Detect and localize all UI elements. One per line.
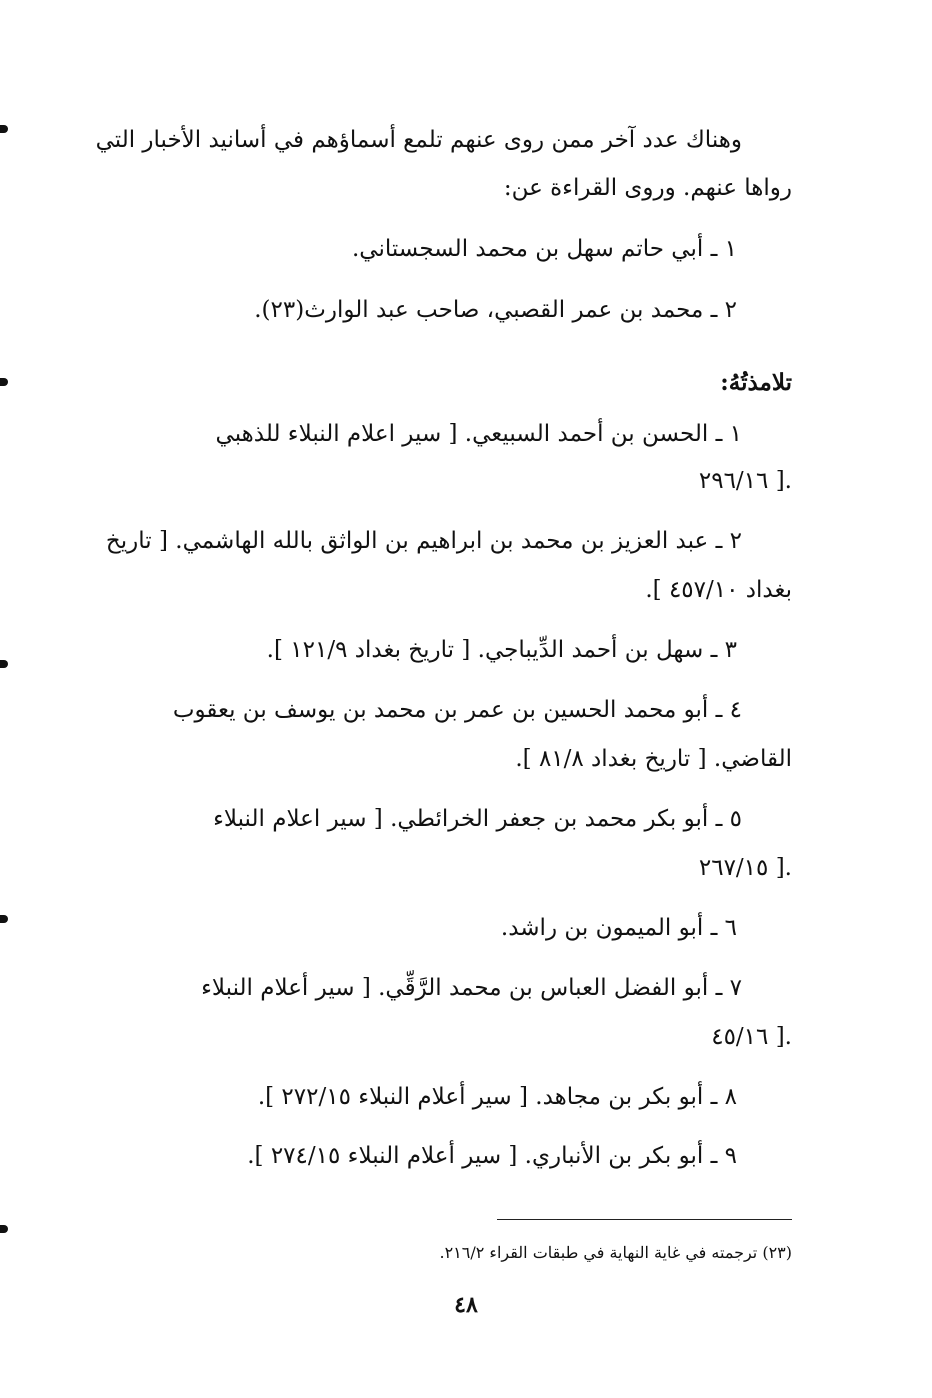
intro-line-1: وهناك عدد آخر ممن روى عنهم تلمع أسماؤهم في أسانيد الأخبار التي [95, 127, 742, 153]
teacher-item-1: ١ ـ أبي حاتم سهل بن محمد السجستاني. [351, 236, 737, 262]
student-item-8: ٨ ـ أبو بكر بن مجاهد. [ سير أعلام النبلاء ٢٧٢/١٥ ]. [257, 1084, 737, 1110]
student-item-6: ٦ ـ أبو الميمون بن راشد. [500, 915, 737, 941]
footnote-divider [497, 1219, 792, 1220]
student-item-7-line-1: ٧ ـ أبو الفضل العباس بن محمد الرَّقِّي. [ سير أعلام النبلاء [201, 975, 742, 1001]
scan-edge-mark [0, 660, 8, 668]
teacher-item-2: ٢ ـ محمد بن عمر القصبي، صاحب عبد الوارث(٢٣). [254, 297, 737, 323]
scan-edge-mark [0, 378, 8, 386]
student-item-1-line-2: ٢٩٦/١٦ ]. [698, 468, 792, 494]
intro-line-2: رواها عنهم. وروى القراءة عن: [503, 175, 792, 201]
student-item-5-line-2: ٢٦٧/١٥ ]. [698, 855, 792, 881]
footnote-23: (٢٣) ترجمته في غاية النهاية في طبقات القراء ٢١٦/٢. [439, 1243, 792, 1262]
student-item-2-line-2: بغداد ٤٥٧/١٠ ]. [645, 577, 792, 603]
page-number: ٤٨ [454, 1292, 478, 1318]
students-heading: تلامذتُهُ: [720, 369, 792, 396]
student-item-4-line-1: ٤ ـ أبو محمد الحسين بن عمر بن محمد بن يوسف بن يعقوب [172, 697, 742, 723]
student-item-4-line-2: القاضي. [ تاريخ بغداد ٨١/٨ ]. [515, 746, 792, 772]
scan-edge-mark [0, 915, 8, 923]
student-item-2-line-1: ٢ ـ عبد العزيز بن محمد بن ابراهيم بن الواثق بالله الهاشمي. [ تاريخ [105, 528, 742, 554]
scan-edge-mark [0, 1225, 8, 1233]
scan-edge-mark [0, 125, 8, 133]
student-item-9: ٩ ـ أبو بكر بن الأنباري. [ سير أعلام النبلاء ٢٧٤/١٥ ]. [247, 1143, 737, 1169]
student-item-5-line-1: ٥ ـ أبو بكر محمد بن جعفر الخرائطي. [ سير اعلام النبلاء [213, 806, 742, 832]
student-item-1-line-1: ١ ـ الحسن بن أحمد السبيعي. [ سير اعلام النبلاء للذهبي [215, 421, 742, 447]
student-item-7-line-2: ٤٥/١٦ ]. [711, 1024, 792, 1050]
student-item-3: ٣ ـ سهل بن أحمد الدِّيباجي. [ تاريخ بغداد ١٢١/٩ ]. [266, 637, 737, 663]
